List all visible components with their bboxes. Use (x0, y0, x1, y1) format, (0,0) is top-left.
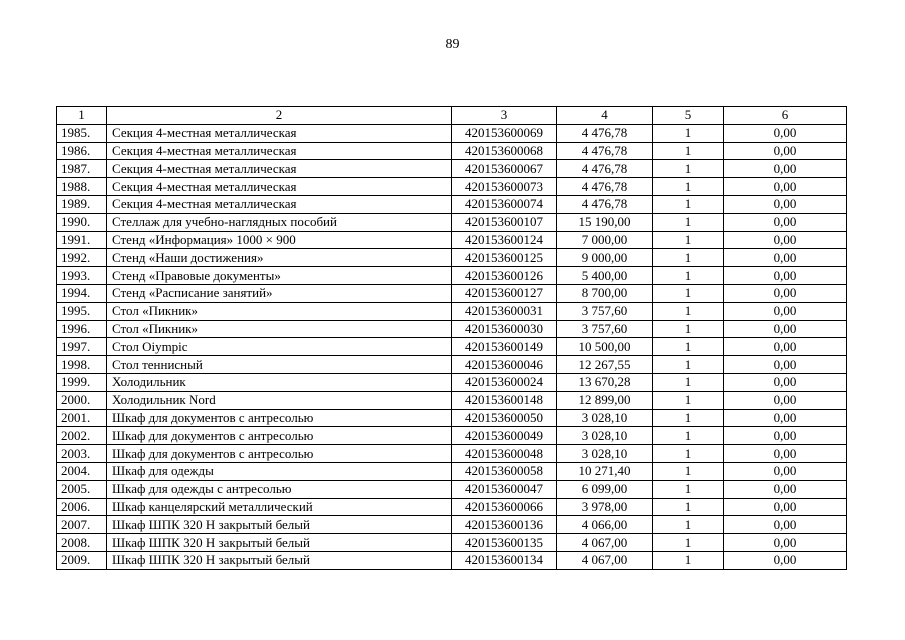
inventory-code: 420153600067 (452, 160, 557, 178)
item-quantity: 1 (653, 231, 724, 249)
row-number: 1993. (57, 267, 107, 285)
item-name: Секция 4-местная металлическая (107, 142, 452, 160)
item-name: Секция 4-местная металлическая (107, 195, 452, 213)
inventory-code: 420153600049 (452, 427, 557, 445)
item-value: 4 067,00 (557, 551, 653, 569)
item-value: 3 028,10 (557, 409, 653, 427)
row-number: 2008. (57, 534, 107, 552)
item-quantity: 1 (653, 534, 724, 552)
item-name: Секция 4-местная металлическая (107, 124, 452, 142)
row-number: 1997. (57, 338, 107, 356)
item-value: 7 000,00 (557, 231, 653, 249)
item-value: 3 757,60 (557, 302, 653, 320)
inventory-code: 420153600046 (452, 356, 557, 374)
table-row (57, 534, 847, 552)
item-value: 12 267,55 (557, 356, 653, 374)
table-row (57, 356, 847, 374)
table-header-row (57, 107, 847, 125)
item-name: Стол «Пикник» (107, 302, 452, 320)
row-number: 1998. (57, 356, 107, 374)
table-row (57, 551, 847, 569)
inventory-code: 420153600068 (452, 142, 557, 160)
row-number: 2005. (57, 480, 107, 498)
residual-value: 0,00 (724, 391, 847, 409)
residual-value: 0,00 (724, 284, 847, 302)
item-value: 4 476,78 (557, 124, 653, 142)
table-row (57, 320, 847, 338)
item-quantity: 1 (653, 409, 724, 427)
table-row (57, 178, 847, 196)
inventory-code: 420153600030 (452, 320, 557, 338)
row-number: 2009. (57, 551, 107, 569)
item-value: 4 476,78 (557, 160, 653, 178)
item-value: 4 066,00 (557, 516, 653, 534)
residual-value: 0,00 (724, 462, 847, 480)
item-quantity: 1 (653, 338, 724, 356)
column-header: 3 (452, 107, 557, 125)
item-quantity: 1 (653, 445, 724, 463)
row-number: 2007. (57, 516, 107, 534)
inventory-code: 420153600124 (452, 231, 557, 249)
item-name: Шкаф для одежды с антресолью (107, 480, 452, 498)
table-row (57, 391, 847, 409)
residual-value: 0,00 (724, 302, 847, 320)
residual-value: 0,00 (724, 320, 847, 338)
item-value: 13 670,28 (557, 373, 653, 391)
row-number: 1999. (57, 373, 107, 391)
item-quantity: 1 (653, 213, 724, 231)
item-value: 15 190,00 (557, 213, 653, 231)
residual-value: 0,00 (724, 516, 847, 534)
residual-value: 0,00 (724, 267, 847, 285)
table-row (57, 213, 847, 231)
item-value: 4 476,78 (557, 195, 653, 213)
table-row (57, 249, 847, 267)
table-row (57, 480, 847, 498)
residual-value: 0,00 (724, 498, 847, 516)
item-value: 3 028,10 (557, 427, 653, 445)
item-name: Шкаф ШПК 320 Н закрытый белый (107, 516, 452, 534)
row-number: 2003. (57, 445, 107, 463)
row-number: 1986. (57, 142, 107, 160)
inventory-code: 420153600047 (452, 480, 557, 498)
residual-value: 0,00 (724, 373, 847, 391)
row-number: 1987. (57, 160, 107, 178)
table-row (57, 409, 847, 427)
table-row (57, 498, 847, 516)
residual-value: 0,00 (724, 195, 847, 213)
inventory-code: 420153600148 (452, 391, 557, 409)
item-name: Стенд «Наши достижения» (107, 249, 452, 267)
row-number: 1994. (57, 284, 107, 302)
item-quantity: 1 (653, 160, 724, 178)
item-quantity: 1 (653, 391, 724, 409)
item-value: 3 757,60 (557, 320, 653, 338)
item-name: Шкаф ШПК 320 Н закрытый белый (107, 534, 452, 552)
residual-value: 0,00 (724, 124, 847, 142)
table-row (57, 427, 847, 445)
item-quantity: 1 (653, 124, 724, 142)
item-quantity: 1 (653, 498, 724, 516)
item-name: Стол Oiympic (107, 338, 452, 356)
inventory-code: 420153600135 (452, 534, 557, 552)
item-value: 4 476,78 (557, 142, 653, 160)
item-value: 3 978,00 (557, 498, 653, 516)
table-row (57, 231, 847, 249)
item-quantity: 1 (653, 551, 724, 569)
table-row (57, 124, 847, 142)
residual-value: 0,00 (724, 409, 847, 427)
inventory-code: 420153600074 (452, 195, 557, 213)
item-value: 12 899,00 (557, 391, 653, 409)
item-name: Шкаф канцелярский металлический (107, 498, 452, 516)
item-name: Секция 4-местная металлическая (107, 160, 452, 178)
residual-value: 0,00 (724, 338, 847, 356)
item-value: 4 067,00 (557, 534, 653, 552)
residual-value: 0,00 (724, 445, 847, 463)
table-row (57, 160, 847, 178)
row-number: 2001. (57, 409, 107, 427)
table-row (57, 302, 847, 320)
residual-value: 0,00 (724, 142, 847, 160)
row-number: 1988. (57, 178, 107, 196)
item-name: Шкаф ШПК 320 Н закрытый белый (107, 551, 452, 569)
inventory-code: 420153600024 (452, 373, 557, 391)
item-name: Стенд «Информация» 1000 × 900 (107, 231, 452, 249)
table-row (57, 373, 847, 391)
item-quantity: 1 (653, 267, 724, 285)
row-number: 1985. (57, 124, 107, 142)
item-quantity: 1 (653, 320, 724, 338)
inventory-code: 420153600127 (452, 284, 557, 302)
inventory-table (56, 106, 847, 570)
column-header: 1 (57, 107, 107, 125)
inventory-code: 420153600125 (452, 249, 557, 267)
item-name: Шкаф для одежды (107, 462, 452, 480)
column-header: 2 (107, 107, 452, 125)
item-quantity: 1 (653, 480, 724, 498)
residual-value: 0,00 (724, 356, 847, 374)
page-number: 89 (445, 37, 460, 52)
residual-value: 0,00 (724, 249, 847, 267)
item-value: 4 476,78 (557, 178, 653, 196)
item-quantity: 1 (653, 284, 724, 302)
item-quantity: 1 (653, 427, 724, 445)
inventory-code: 420153600058 (452, 462, 557, 480)
item-quantity: 1 (653, 302, 724, 320)
column-header: 6 (724, 107, 847, 125)
item-quantity: 1 (653, 516, 724, 534)
residual-value: 0,00 (724, 231, 847, 249)
row-number: 2004. (57, 462, 107, 480)
item-value: 10 500,00 (557, 338, 653, 356)
residual-value: 0,00 (724, 160, 847, 178)
item-quantity: 1 (653, 142, 724, 160)
item-name: Шкаф для документов с антресолью (107, 427, 452, 445)
item-name: Стенд «Расписание занятий» (107, 284, 452, 302)
table-row (57, 516, 847, 534)
row-number: 1991. (57, 231, 107, 249)
inventory-code: 420153600073 (452, 178, 557, 196)
row-number: 2002. (57, 427, 107, 445)
item-name: Холодильник Nord (107, 391, 452, 409)
row-number: 1995. (57, 302, 107, 320)
table-row (57, 195, 847, 213)
residual-value: 0,00 (724, 427, 847, 445)
inventory-code: 420153600069 (452, 124, 557, 142)
table-row (57, 267, 847, 285)
item-value: 10 271,40 (557, 462, 653, 480)
column-header: 5 (653, 107, 724, 125)
inventory-code: 420153600048 (452, 445, 557, 463)
item-value: 9 000,00 (557, 249, 653, 267)
residual-value: 0,00 (724, 213, 847, 231)
item-quantity: 1 (653, 249, 724, 267)
item-quantity: 1 (653, 178, 724, 196)
row-number: 2006. (57, 498, 107, 516)
inventory-code: 420153600134 (452, 551, 557, 569)
inventory-code: 420153600050 (452, 409, 557, 427)
item-quantity: 1 (653, 356, 724, 374)
table-body (57, 107, 847, 570)
inventory-code: 420153600107 (452, 213, 557, 231)
table-row (57, 462, 847, 480)
row-number: 2000. (57, 391, 107, 409)
table-row (57, 142, 847, 160)
item-name: Стол «Пикник» (107, 320, 452, 338)
residual-value: 0,00 (724, 551, 847, 569)
item-name: Шкаф для документов с антресолью (107, 409, 452, 427)
table-row (57, 338, 847, 356)
item-value: 6 099,00 (557, 480, 653, 498)
inventory-code: 420153600031 (452, 302, 557, 320)
item-name: Стол теннисный (107, 356, 452, 374)
item-quantity: 1 (653, 373, 724, 391)
column-header: 4 (557, 107, 653, 125)
table-row (57, 284, 847, 302)
item-value: 3 028,10 (557, 445, 653, 463)
row-number: 1990. (57, 213, 107, 231)
item-name: Секция 4-местная металлическая (107, 178, 452, 196)
item-quantity: 1 (653, 462, 724, 480)
inventory-code: 420153600149 (452, 338, 557, 356)
residual-value: 0,00 (724, 534, 847, 552)
residual-value: 0,00 (724, 480, 847, 498)
row-number: 1989. (57, 195, 107, 213)
item-quantity: 1 (653, 195, 724, 213)
residual-value: 0,00 (724, 178, 847, 196)
item-name: Стенд «Правовые документы» (107, 267, 452, 285)
table-row (57, 445, 847, 463)
row-number: 1992. (57, 249, 107, 267)
item-value: 8 700,00 (557, 284, 653, 302)
item-name: Шкаф для документов с антресолью (107, 445, 452, 463)
inventory-code: 420153600066 (452, 498, 557, 516)
item-name: Стеллаж для учебно-наглядных пособий (107, 213, 452, 231)
item-name: Холодильник (107, 373, 452, 391)
row-number: 1996. (57, 320, 107, 338)
inventory-code: 420153600136 (452, 516, 557, 534)
item-value: 5 400,00 (557, 267, 653, 285)
inventory-code: 420153600126 (452, 267, 557, 285)
